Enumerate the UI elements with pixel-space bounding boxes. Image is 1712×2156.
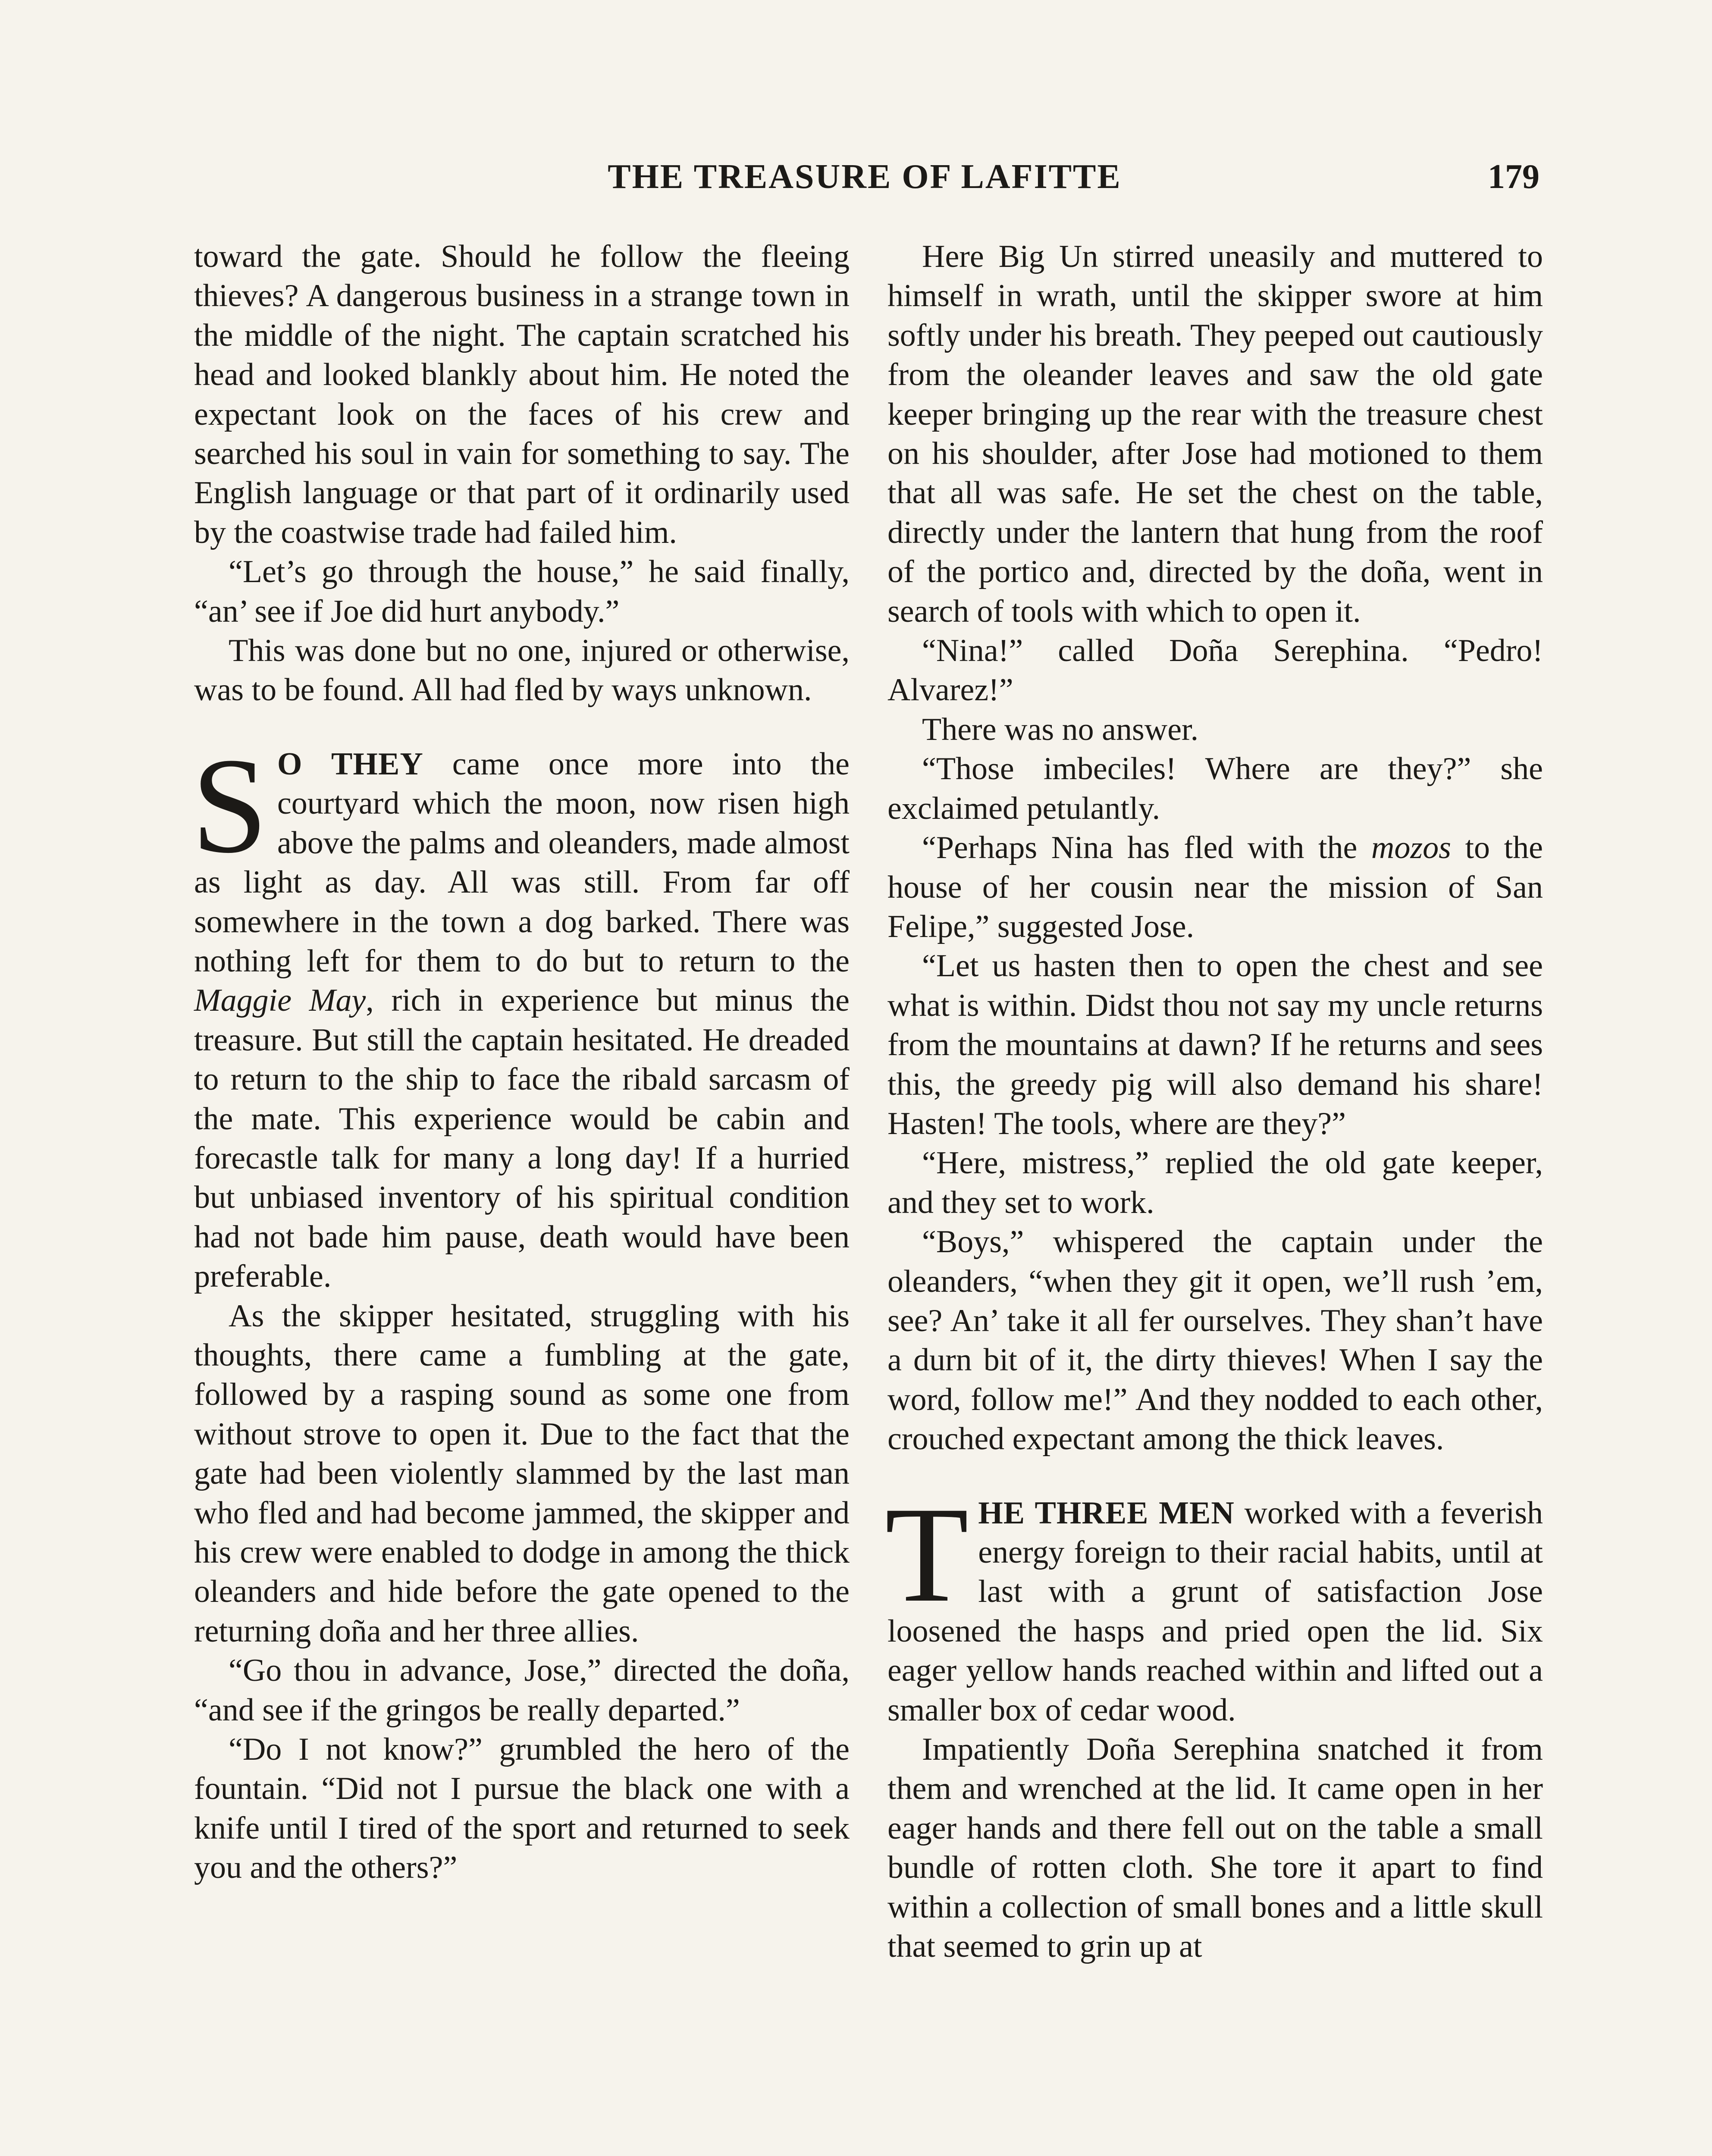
paragraph-text: worked with a feverish energy foreign to their racial habits, until at last with a grunt of satisfaction Jose loosened the hasps and pried open the lid. Six eager yellow hands reached within and lifted out a smaller box of cedar wood. [887, 1495, 1543, 1728]
paragraph: “Boys,” whispered the captain under the oleanders, “when they git it open, we’ll rush ’em, see? An’ take it all fer ourselves. They shan’t have a durn bit of it, the dirty thieves! When I say the word, follow me!” And they nodded to each other, crouched expectant among the thick leaves. [887, 1224, 1543, 1457]
paragraph: “Go thou in advance, Jose,” directed the doña, “and see if the gringos be really departed.” [194, 1653, 850, 1728]
paragraph-with-drop-cap [885, 1478, 1543, 1730]
paragraph: “Those imbeciles! Where are they?” she exclaimed petulantly. [887, 751, 1543, 826]
paragraph: “Let’s go through the house,” he said finally, “an’ see if Joe did hurt anybody.” [194, 554, 850, 629]
page-number: 179 [1488, 158, 1540, 196]
paragraph: Impatiently Doña Serephina snatched it from them and wrenched at the lid. It came open in her eager hands and there fell out on the table a small bundle of rotten cloth. She tore it apart to find within a collection of small bones and a little skull that seemed to grin up at [887, 1732, 1543, 1965]
left-column [191, 237, 850, 1888]
italic-word: mozos [1371, 830, 1451, 866]
paragraph: As the skipper hesitated, struggling with his thoughts, there came a fumbling at the gate, followed by a rasping sound as some one from without strove to open it. Due to the fact that the gate had been violently slammed by the last man who fled and had become jammed, the skipper and his crew were enabled to dodge in among the thick oleanders and hide before the gate opened to the returning doña and her three allies. [194, 1298, 850, 1649]
paragraph: “Nina!” called Doña Serephina. “Pedro! Alvarez!” [887, 633, 1543, 708]
paragraph-text: came once more into the courtyard which the moon, now risen high above the palms and oleanders, made almost as light as day. All was still. From far off somewhere in the town a dog barked. There was nothing left for them to do but to return to the [194, 746, 850, 979]
ship-name: Maggie May [194, 983, 366, 1018]
right-column [887, 237, 1543, 1966]
paragraph: “Let us hasten then to open the chest and see what is within. Didst thou not say my uncle returns from the mountains at dawn? If he returns and sees this, the greedy pig will also demand his share! Hasten! The tools, where are they?” [887, 948, 1543, 1141]
paragraph: Here Big Un stirred uneasily and muttered to himself in wrath, until the skipper swore at him softly under his breath. They peeped out cautiously from the oleander leaves and saw the old gate keeper bringing up the rear with the treasure chest on his shoulder, after Jose had motioned to them that all was safe. He set the chest on the table, directly under the lantern that hung from the roof of the portico and, directed by the doña, went in search of tools with which to open it. [887, 239, 1543, 629]
paragraph-text: “Perhaps Nina has fled with the [922, 830, 1371, 866]
paragraph-with-drop-cap [191, 729, 850, 1297]
running-title: THE TREASURE OF LAFITTE [608, 158, 1122, 196]
paragraph [887, 828, 1543, 946]
paragraph-text: , rich in experience but minus the treasure. But still the captain hesitated. He dreaded to return to the ship to face the ribald sarcasm of the mate. This experience would be cabin and forecastle talk for many a long day! If a hurried but unbiased inventory of his spiritual condition had not bade him pause, death would have been preferable. [194, 983, 850, 1294]
lead-in-caps: HE THREE MEN [978, 1495, 1235, 1531]
running-head [190, 153, 1540, 201]
paragraph: This was done but no one, injured or otherwise, was to be found. All had fled by ways unknown. [194, 633, 850, 708]
drop-cap: T [885, 1478, 969, 1630]
paragraph-text: to the house of her cousin near the mission of San Felipe,” suggested Jose. [887, 830, 1543, 944]
lead-in-caps: O THEY [277, 746, 423, 782]
paragraph: “Here, mistress,” replied the old gate keeper, and they set to work. [887, 1145, 1543, 1220]
paragraph: “Do I not know?” grumbled the hero of the fountain. “Did not I pursue the black one with a knife until I tired of the sport and returned to seek you and the others?” [194, 1732, 850, 1886]
paragraph: toward the gate. Should he follow the fleeing thieves? A dangerous business in a strange town in the middle of the night. The captain scratched his head and looked blankly about him. He noted the expectant look on the faces of his crew and searched his soul in vain for something to say. The English language or that part of it ordinarily used by the coastwise trade had failed him. [194, 239, 850, 550]
drop-cap: S [191, 729, 268, 881]
paragraph: There was no answer. [922, 711, 1199, 747]
